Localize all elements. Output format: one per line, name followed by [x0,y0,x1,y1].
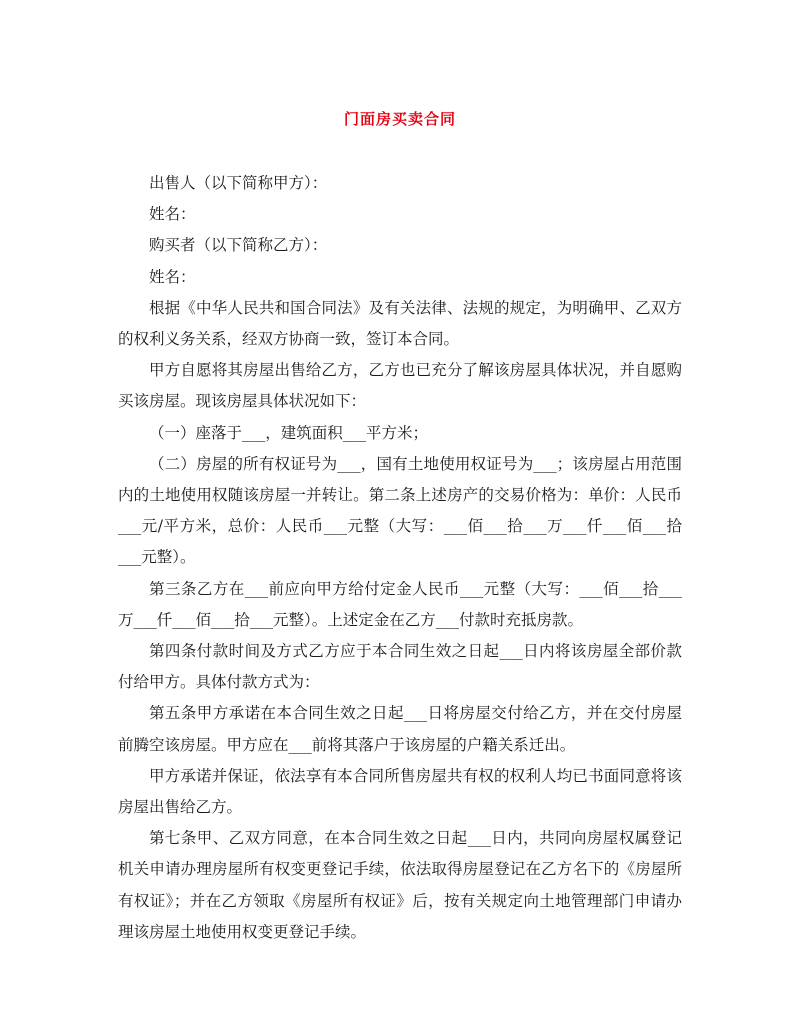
paragraph-location: （一）座落于___，建筑面积___平方米； [149,423,429,442]
paragraph-seller-name: 姓名： [149,205,196,224]
paragraph-article-3: 第三条乙方在___前应向甲方给付定金人民币___元整（大写：___佰___拾___万___仟___佰___拾___元整）。上述定金在乙方___付款时充抵房款。 [118,579,682,629]
paragraph-seller: 出售人（以下简称甲方）： [149,174,328,192]
paragraph-property-intro: 甲方自愿将其房屋出售给乙方，乙方也已充分了解该房屋具体状况，并自愿购买该房屋。现该房屋具体状况如下： [118,361,682,411]
paragraph-buyer: 购买者（以下简称乙方）： [149,236,328,255]
paragraph-buyer-name: 姓名： [149,267,196,286]
paragraph-guarantee: 甲方承诺并保证，依法享有本合同所售房屋共有权的权利人均已书面同意将该房屋出售给乙方。 [118,766,682,817]
paragraph-preamble: 根据《中华人民共和国合同法》及有关法律、法规的规定，为明确甲、乙双方的权利义务关系，经双方协商一致，签订本合同。 [118,298,682,349]
document-title: 门面房买卖合同 [343,110,456,128]
document-body [118,168,682,948]
paragraph-ownership-price: （二）房屋的所有权证号为___，国有土地使用权证号为___；该房屋占用范围内的土地使用权随该房屋一并转让。第二条上述房产的交易价格为：单价：人民币___元/平方米，总价：人民币___元整（大写：___佰___拾___万___仟___佰___拾___元整）。 [118,454,682,567]
paragraph-article-7: 第七条甲、乙双方同意，在本合同生效之日起___日内，共同向房屋权属登记机关申请办理房屋所有权变更登记手续，依法取得房屋登记在乙方名下的《房屋所有权证》；并在乙方领取《房屋所有权证》后，按有关规定向土地管理部门申请办理该房屋土地使用权变更登记手续。 [118,829,682,941]
paragraph-article-4: 第四条付款时间及方式乙方应于本合同生效之日起___日内将该房屋全部价款付给甲方。具体付款方式为： [118,642,682,692]
paragraph-article-5: 第五条甲方承诺在本合同生效之日起___日将房屋交付给乙方，并在交付房屋前腾空该房屋。甲方应在___前将其落户于该房屋的户籍关系迁出。 [118,704,682,754]
